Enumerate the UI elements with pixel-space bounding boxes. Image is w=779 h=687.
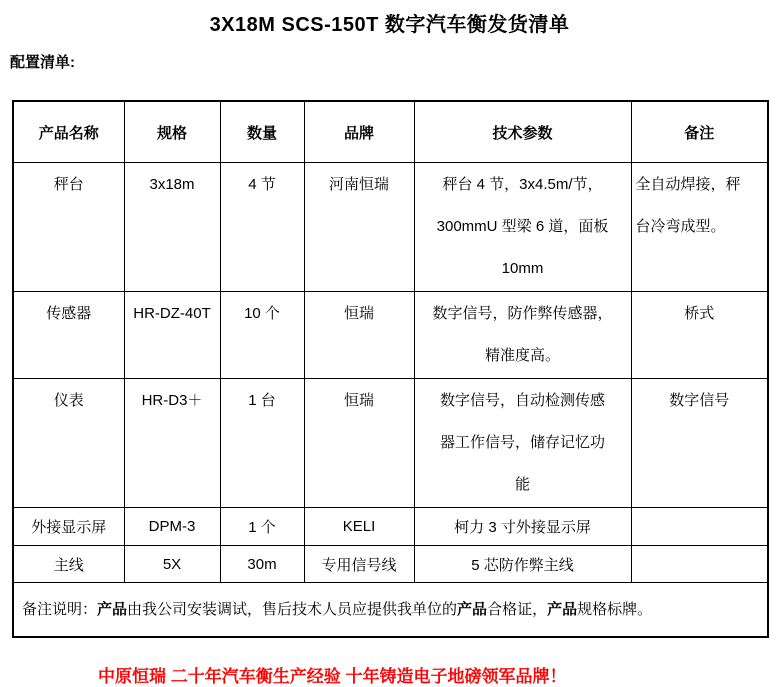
cell-product-name: 传感器 xyxy=(13,292,124,379)
note-segment: 备注说明： xyxy=(22,600,98,618)
table-note-row xyxy=(13,583,768,638)
tech-params-line: 数字信号，自动检测传感 xyxy=(439,392,605,409)
cell-spec: HR-DZ-40T xyxy=(124,292,220,379)
cell-product-name: 外接显示屏 xyxy=(13,508,124,546)
note-segment: 由我公司安装调试，售后技术人员应提供我单位的 xyxy=(127,600,458,618)
col-header-tech-params: 技术参数 xyxy=(414,101,631,163)
table-row-external-display xyxy=(13,508,768,546)
cell-remark: 数字信号 xyxy=(631,379,768,508)
tech-params-line: 300mmU 型梁 6 道，面板 xyxy=(436,218,609,235)
cell-tech-params: 5 芯防作弊主线 xyxy=(414,546,631,583)
document-page xyxy=(0,8,779,686)
col-header-product-name: 产品名称 xyxy=(13,101,124,163)
tech-params-line: 数字信号，防作弊传感器， xyxy=(432,305,613,322)
note-cell xyxy=(13,583,768,638)
note-segment: 产品 xyxy=(547,600,578,618)
cell-product-name: 秤台 xyxy=(13,163,124,292)
tech-params-line: 能 xyxy=(514,476,530,493)
tech-params-line: 精准度高。 xyxy=(484,347,560,364)
cell-spec: 5X xyxy=(124,546,220,583)
note-segment: 合格证， xyxy=(487,600,548,618)
cell-remark xyxy=(631,163,768,292)
cell-tech-params xyxy=(414,379,631,508)
section-label: 配置清单: xyxy=(10,54,75,71)
cell-brand: 河南恒瑞 xyxy=(304,163,414,292)
cell-quantity: 10 个 xyxy=(220,292,304,379)
cell-remark: 桥式 xyxy=(631,292,768,379)
footer-slogan: 中原恒瑞 二十年汽车衡生产经验 十年铸造电子地磅领军品牌！ xyxy=(98,667,567,686)
col-header-spec: 规格 xyxy=(124,101,220,163)
table-header-row xyxy=(13,101,768,163)
shipping-list-table xyxy=(12,100,769,638)
note-segment: 产品 xyxy=(457,600,488,618)
cell-brand: 恒瑞 xyxy=(304,292,414,379)
cell-remark xyxy=(631,508,768,546)
cell-remark xyxy=(631,546,768,583)
cell-quantity: 1 台 xyxy=(220,379,304,508)
cell-spec: DPM-3 xyxy=(124,508,220,546)
tech-params-line: 10mm xyxy=(501,260,544,277)
page-title: 3X18M SCS-150T 数字汽车衡发货清单 xyxy=(209,14,570,36)
note-segment: 规格标牌。 xyxy=(577,600,653,618)
cell-tech-params: 柯力 3 寸外接显示屏 xyxy=(414,508,631,546)
table-row-main-cable xyxy=(13,546,768,583)
cell-tech-params xyxy=(414,163,631,292)
cell-product-name: 仪表 xyxy=(13,379,124,508)
table-row-load-cell xyxy=(13,292,768,379)
cell-quantity: 4 节 xyxy=(220,163,304,292)
note-segment: 产品 xyxy=(97,600,128,618)
table-row-indicator xyxy=(13,379,768,508)
cell-brand: KELI xyxy=(304,508,414,546)
tech-params-line: 器工作信号，储存记忆功 xyxy=(439,434,605,451)
cell-tech-params xyxy=(414,292,631,379)
cell-brand: 恒瑞 xyxy=(304,379,414,508)
col-header-quantity: 数量 xyxy=(220,101,304,163)
cell-product-name: 主线 xyxy=(13,546,124,583)
cell-spec: HR-D3＋ xyxy=(124,379,220,508)
remark-line: 全自动焊接，秤 xyxy=(635,176,741,193)
col-header-remark: 备注 xyxy=(631,101,768,163)
tech-params-line: 秤台 4 节，3x4.5m/节， xyxy=(442,176,603,193)
cell-quantity: 1 个 xyxy=(220,508,304,546)
col-header-brand: 品牌 xyxy=(304,101,414,163)
remark-line: 台冷弯成型。 xyxy=(635,218,726,235)
cell-quantity: 30m xyxy=(220,546,304,583)
cell-brand: 专用信号线 xyxy=(304,546,414,583)
cell-spec: 3x18m xyxy=(124,163,220,292)
table-row-platform xyxy=(13,163,768,292)
